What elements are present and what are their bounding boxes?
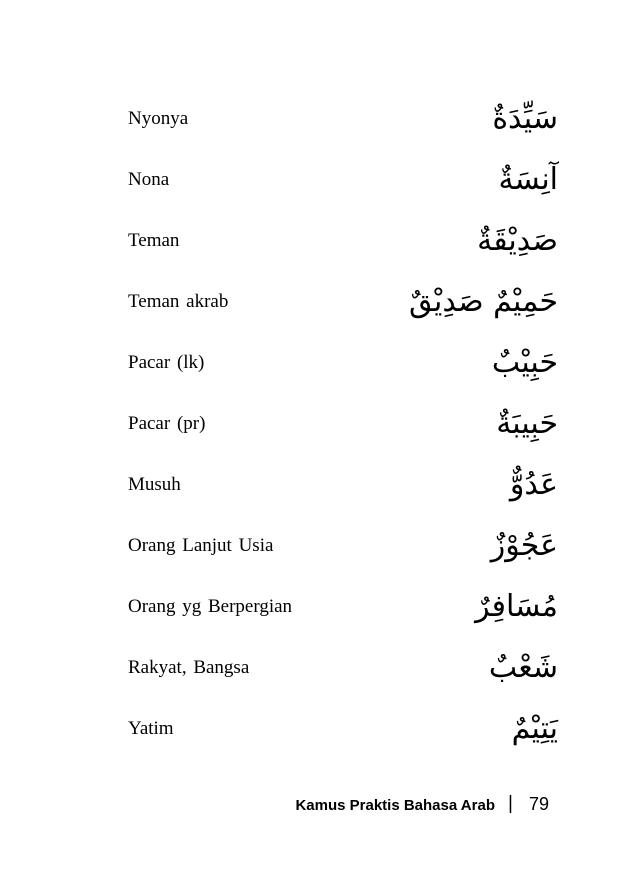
indonesian-word: Pacar (pr) xyxy=(128,413,206,434)
indonesian-word: Nyonya xyxy=(128,108,189,129)
book-title: Kamus Praktis Bahasa Arab xyxy=(295,797,495,814)
arabic-word: مُسَافِرٌ xyxy=(475,589,558,624)
indonesian-word: Orang yg Berpergian xyxy=(128,596,293,617)
indonesian-word: Yatim xyxy=(128,718,174,739)
indonesian-word: Rakyat, Bangsa xyxy=(128,657,250,678)
arabic-word: حَبِيبَةٌ xyxy=(496,406,558,441)
footer-separator: | xyxy=(508,793,513,814)
vocabulary-entry xyxy=(128,587,558,627)
page-footer xyxy=(0,793,638,823)
vocabulary-entry xyxy=(128,221,558,261)
arabic-word: سَيِّدَةٌ xyxy=(492,101,558,136)
indonesian-word: Teman xyxy=(128,230,180,251)
vocabulary-entry xyxy=(128,404,558,444)
indonesian-word: Nona xyxy=(128,169,170,190)
arabic-word: آنِسَةٌ xyxy=(498,162,558,197)
arabic-word: شَعْبٌ xyxy=(488,650,558,685)
indonesian-word: Pacar (lk) xyxy=(128,352,205,373)
vocabulary-entry xyxy=(128,160,558,200)
vocabulary-entry xyxy=(128,282,558,322)
indonesian-word: Teman akrab xyxy=(128,291,229,312)
vocabulary-entry xyxy=(128,343,558,383)
arabic-word: عَدُوٌّ xyxy=(509,467,558,502)
indonesian-word: Musuh xyxy=(128,474,181,495)
indonesian-word: Orang Lanjut Usia xyxy=(128,535,274,556)
arabic-word: حَبِيْبٌ xyxy=(491,345,558,380)
vocabulary-entry xyxy=(128,526,558,566)
arabic-word: عَجُوْزٌ xyxy=(490,528,558,563)
vocabulary-entry xyxy=(128,465,558,505)
vocabulary-entry xyxy=(128,709,558,749)
arabic-word: صَدِيْقَةٌ xyxy=(477,223,558,258)
vocabulary-entry xyxy=(128,99,558,139)
arabic-word: يَتِيْمٌ xyxy=(511,711,558,746)
vocabulary-entry xyxy=(128,648,558,688)
arabic-word: حَمِيْمٌ صَدِيْقٌ xyxy=(408,284,558,319)
page-number: 79 xyxy=(529,794,550,814)
